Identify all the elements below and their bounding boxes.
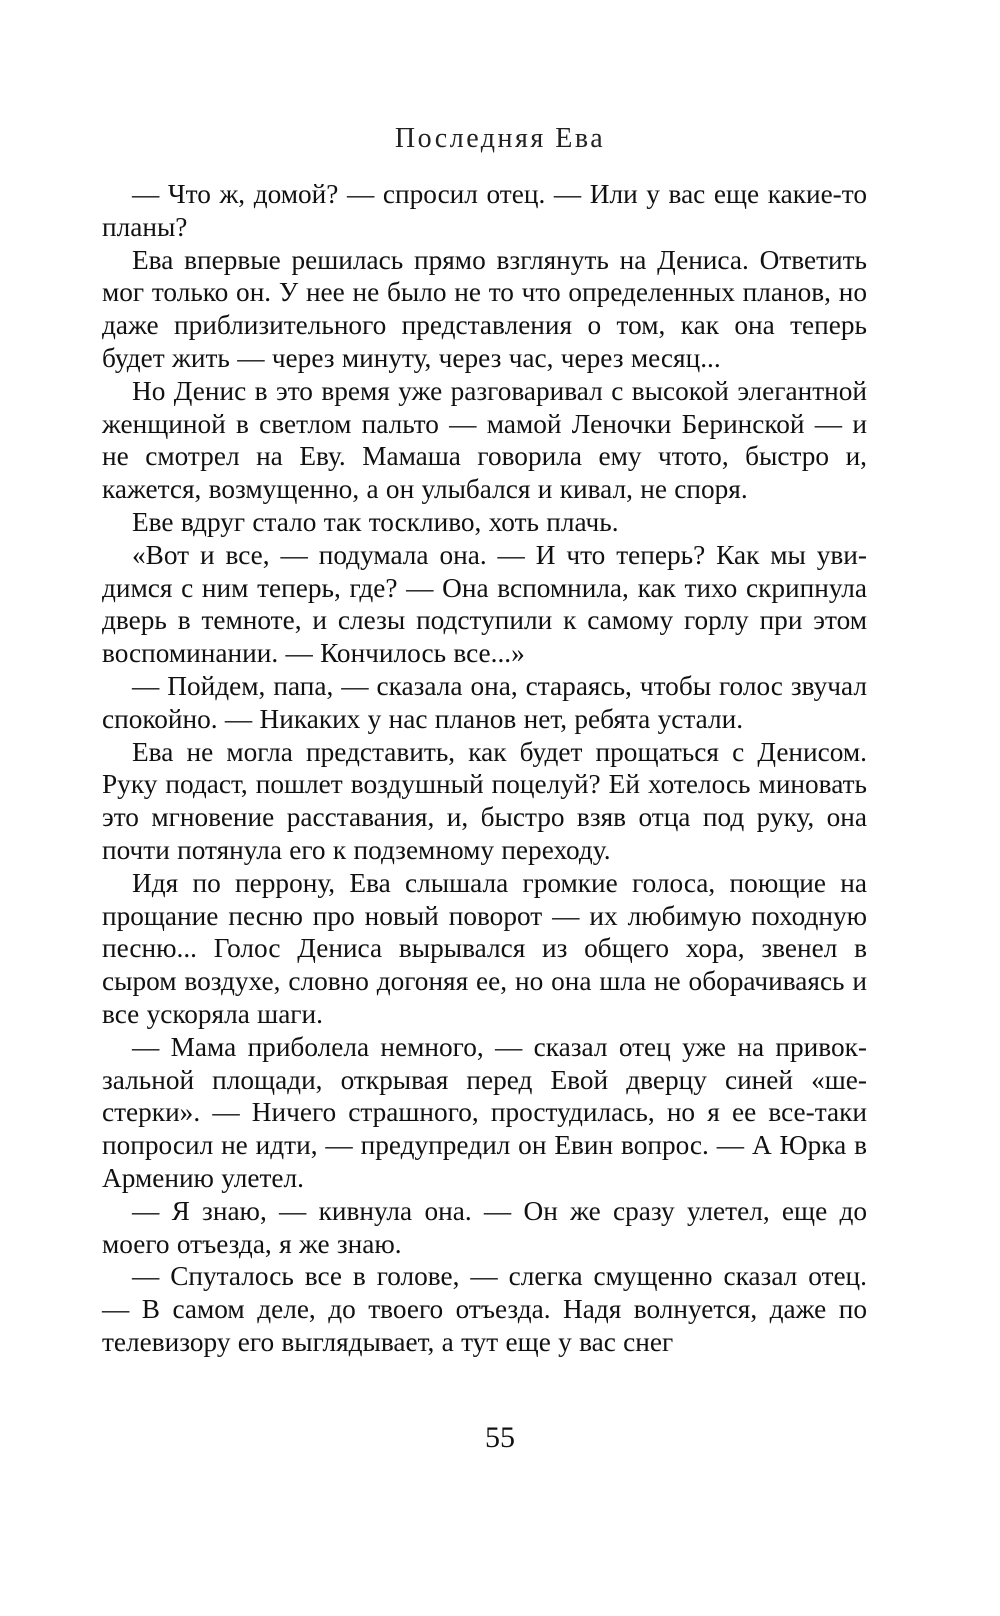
paragraph: Идя по перрону, Ева слышала громкие голоса, поющие на прощание песню про новый поворот — их любимую походную песню... Голос Дениса вырывался из общего хора, звенел в сыром воздухе, словно догоняя ее, но она шла не оборачиваясь и все ускоряла шаги.: [102, 867, 867, 1029]
paragraph: — Пойдем, папа, — сказала она, стараясь, чтобы голос звучал спокойно. — Никаких у нас планов нет, ребята устали.: [102, 670, 867, 734]
paragraph: «Вот и все, — подумала она. — И что теперь? Как мы увидимся с ним теперь, где? — Она вспомнила, как тихо скрипнула дверь в темноте, и слезы подступили к самому горлу при этом воспоминании. — Кончилось все...»: [102, 539, 867, 669]
running-head: Последняя Ева: [394, 123, 606, 154]
paragraph: — Я знаю, — кивнула она. — Он же сразу улетел, еще до моего отъезда, я же знаю.: [102, 1195, 867, 1259]
paragraph: Ева впервые решилась прямо взглянуть на Дениса. Ответить мог только он. У нее не было не то что определенных планов, но даже приблизительного представления о том, как она теперь будет жить — через минуту, через час, через месяц...: [102, 244, 867, 373]
paragraph: Еве вдруг стало так тоскливо, хоть плачь.: [132, 506, 619, 537]
paragraph: — Что ж, домой? — спросил отец. — Или у вас еще какие-то планы?: [102, 179, 867, 242]
paragraph: Ева не могла представить, как будет прощаться с Денисом. Руку подаст, пошлет воздушный поцелуй? Ей хотелось миновать это мгновение расставания, и, быстро взяв отца под руку, она почти потянула его к подземному переходу.: [102, 736, 867, 865]
page-number: 55: [485, 1421, 515, 1454]
paragraph: — Спуталось все в голове, — слегка смущенно сказал отец. — В самом деле, до твоего отъезда. Надя волнуется, даже по телевизору его выглядывает, а тут еще у вас снег: [102, 1261, 867, 1357]
body-text: [102, 178, 867, 1359]
paragraph: — Мама приболела немного, — сказал отец уже на привокзальной площади, открывая перед Евой дверцу синей «шестерки». — Ничего страшного, простудилась, но я ее все-таки попросил не идти, — предупредил он Евин вопрос. — А Юрка в Армению улетел.: [102, 1031, 867, 1193]
paragraph: Но Денис в это время уже разговаривал с высокой элегантной женщиной в светлом пальто — мамой Леночки Беринской — и не смотрел на Еву. Мамаша говорила ему чтото, быстро и, кажется, возмущенно, а он улыбался и кивал, не споря.: [102, 375, 867, 505]
